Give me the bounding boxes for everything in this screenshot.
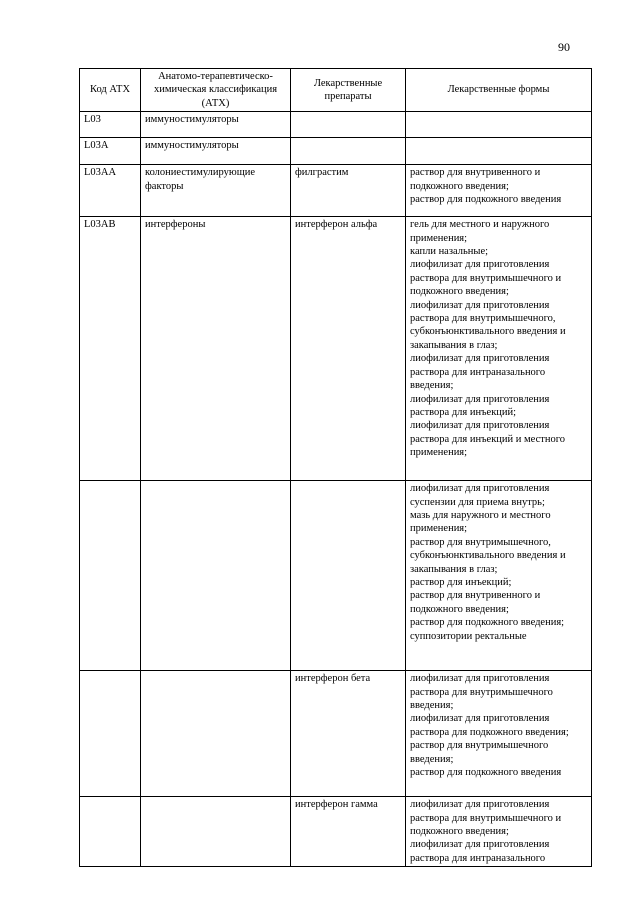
- header-atc-classification: Анатомо-терапевтическо-химическая классификация (АТХ): [141, 69, 291, 112]
- cell-atc: [141, 797, 291, 867]
- cell-code: [80, 797, 141, 867]
- table-row: [80, 112, 592, 138]
- cell-atc: иммуностимуляторы: [141, 138, 291, 165]
- cell-forms: лиофилизат для приготовления раствора для внутримышечного введения; лиофилизат для приготовления раствора для подкожного введения; раствор для внутримышечного введения; раствор для подкожного введения: [406, 671, 592, 797]
- cell-code: [80, 671, 141, 797]
- cell-drug: интерферон бета: [291, 671, 406, 797]
- header-drugs: Лекарственные препараты: [291, 69, 406, 112]
- cell-atc: [141, 671, 291, 797]
- cell-drug: филграстим: [291, 165, 406, 217]
- cell-atc: колониестимулирующие факторы: [141, 165, 291, 217]
- cell-forms: гель для местного и наружного применения; капли назальные; лиофилизат для приготовления раствора для внутримышечного и подкожного введения; лиофилизат для приготовления раствора для внутримышечного, субконъюнктивального введения и закапывания в глаз; лиофилизат для приготовления раствора для интраназального введения; лиофилизат для приготовления раствора для инъекций; лиофилизат для приготовления раствора для инъекций и местного применения;: [406, 217, 592, 481]
- page-number: 90: [558, 40, 570, 54]
- cell-atc: [141, 481, 291, 671]
- cell-forms: раствор для внутривенного и подкожного введения; раствор для подкожного введения: [406, 165, 592, 217]
- table-header-row: [80, 69, 592, 112]
- cell-code: L03AB: [80, 217, 141, 481]
- cell-drug: интерферон альфа: [291, 217, 406, 481]
- header-dosage-forms: Лекарственные формы: [406, 69, 592, 112]
- cell-drug: [291, 112, 406, 138]
- cell-forms: [406, 112, 592, 138]
- table-row: [80, 797, 592, 867]
- table-row: [80, 165, 592, 217]
- cell-atc: интерфероны: [141, 217, 291, 481]
- cell-code: L03A: [80, 138, 141, 165]
- cell-forms: лиофилизат для приготовления суспензии для приема внутрь; мазь для наружного и местного применения; раствор для внутримышечного, субконъюнктивального введения и закапывания в глаз; раствор для инъекций; раствор для внутривенного и подкожного введения; раствор для подкожного введения; суппозитории ректальные: [406, 481, 592, 671]
- header-atc-code: Код АТХ: [80, 69, 141, 112]
- cell-code: L03: [80, 112, 141, 138]
- drug-table: [79, 68, 592, 867]
- table-row: [80, 138, 592, 165]
- table-row: [80, 481, 592, 671]
- cell-forms: лиофилизат для приготовления раствора для внутримышечного и подкожного введения; лиофилизат для приготовления раствора для интраназального: [406, 797, 592, 867]
- cell-atc: иммуностимуляторы: [141, 112, 291, 138]
- cell-drug: [291, 138, 406, 165]
- table-row: [80, 671, 592, 797]
- table-row: [80, 217, 592, 481]
- cell-forms: [406, 138, 592, 165]
- cell-drug: [291, 481, 406, 671]
- cell-code: [80, 481, 141, 671]
- cell-code: L03AA: [80, 165, 141, 217]
- cell-drug: интерферон гамма: [291, 797, 406, 867]
